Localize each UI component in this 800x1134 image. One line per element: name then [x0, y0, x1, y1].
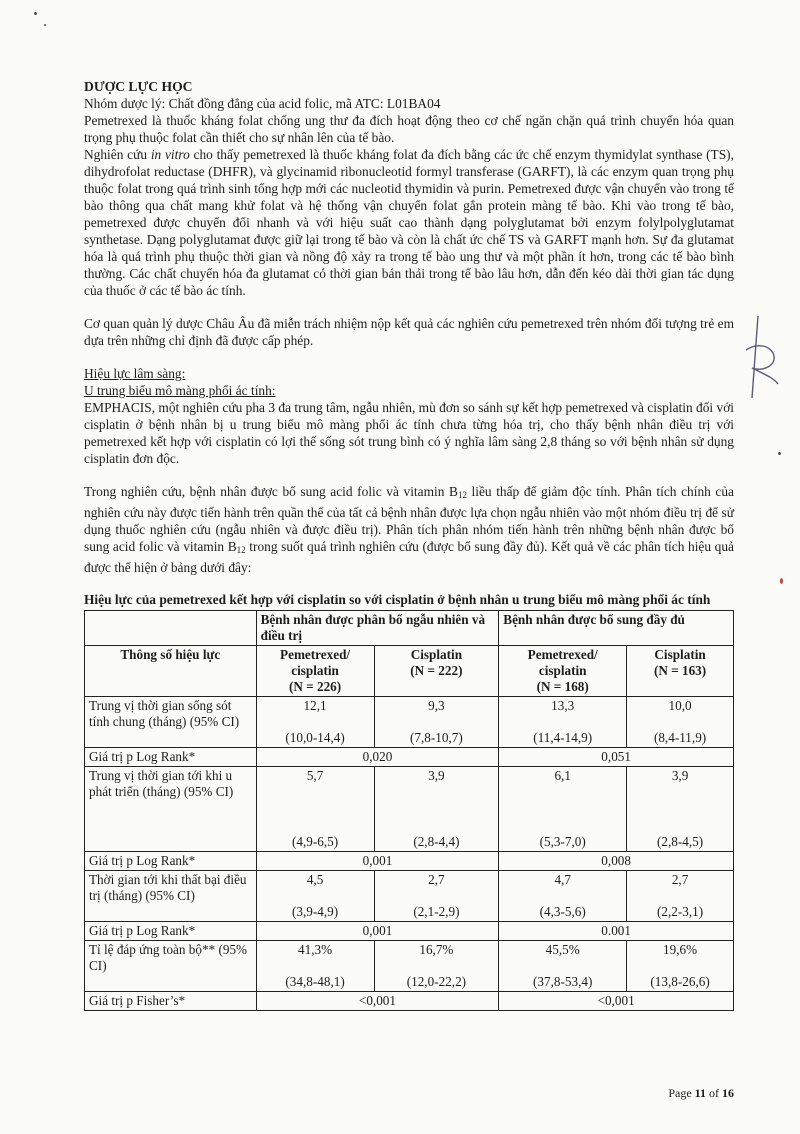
- page-number-total: 16: [722, 1086, 734, 1100]
- ci-value: (5,3-7,0): [539, 834, 586, 849]
- column-name: Pemetrexed/ cisplatin: [527, 647, 598, 678]
- table-title: Hiệu lực của pemetrexed kết hợp với cisplatin so với cisplatin ở bệnh nhân u trung biểu mô màng phổi ác tính: [84, 592, 711, 607]
- paragraph-emphacis: EMPHACIS, một nghiên cứu pha 3 đa trung tâm, ngẫu nhiên, mù đơn so sánh sự kết hợp pemetrexed và cisplatin đối với cisplatin ở bệnh nhân bị u trung biểu mô màng phổi ác tính chưa từng hóa trị, cho thấy bệnh nhân điều trị với pemetrexed kết hợp với cisplatin có lợi thế sống sót trung bình có ý nghĩa lâm sàng 2,8 tháng so với bệnh nhân sử dụng cisplatin đơn độc.: [84, 400, 734, 466]
- value: 6,1: [554, 768, 571, 783]
- row-label: Tỉ lệ đáp ứng toàn bộ** (95% CI): [85, 941, 257, 992]
- column-header: [256, 646, 374, 697]
- ci-value: (2,2-3,1): [656, 904, 704, 919]
- table-header-empty: [85, 611, 257, 646]
- column-header: [627, 646, 734, 697]
- p-value-row: [85, 992, 734, 1011]
- ci-value: (11,4-14,9): [533, 730, 593, 745]
- value-cell: [499, 767, 627, 852]
- p-value: <0,001: [499, 992, 734, 1011]
- column-header: [374, 646, 499, 697]
- column-name: Cisplatin: [410, 647, 463, 662]
- value: 3,9: [671, 768, 689, 783]
- value-cell: [627, 697, 734, 748]
- handwritten-initial-signature: [738, 312, 788, 402]
- text-run: trong suốt quá trình nghiên cứu (được bổ sung đầy đủ). Kết quả về các phân tích hiệu quả được thể hiện ở bảng dưới đây:: [84, 539, 735, 575]
- ci-value: (10,0-14,4): [285, 730, 345, 745]
- p-value: 0,020: [256, 748, 499, 767]
- p-value: 0,001: [256, 922, 499, 941]
- page-number-current: 11: [694, 1086, 706, 1100]
- subscript: 12: [457, 490, 467, 500]
- paragraph-in-vitro: [84, 146, 734, 299]
- ci-value: (34,8-48,1): [285, 974, 345, 989]
- p-value: 0,051: [499, 748, 734, 767]
- ci-value: (4,3-5,6): [539, 904, 586, 919]
- value: 19,6%: [663, 942, 698, 957]
- value-cell: [374, 767, 499, 852]
- footer-middle: of: [706, 1086, 722, 1100]
- ci-value: (4,9-6,5): [291, 834, 339, 849]
- scan-speck: [34, 12, 37, 15]
- paragraph-supplementation: [84, 483, 734, 576]
- p-value: 0,008: [499, 852, 734, 871]
- scan-speck: [780, 578, 783, 584]
- column-header: [499, 646, 627, 697]
- table-row: [85, 941, 734, 992]
- value: 4,5: [306, 872, 324, 887]
- p-value-label: Giá trị p Log Rank*: [85, 852, 257, 871]
- value: 2,7: [428, 872, 445, 887]
- value: 5,7: [306, 768, 324, 783]
- table-row: [85, 871, 734, 922]
- value-cell: [256, 697, 374, 748]
- value: 2,7: [671, 872, 689, 887]
- table-row: [85, 767, 734, 852]
- value: 45,5%: [545, 942, 580, 957]
- value-cell: [499, 871, 627, 922]
- p-value-row: [85, 922, 734, 941]
- group-header-fully-supplemented: Bệnh nhân được bổ sung đầy đủ: [499, 611, 734, 646]
- row-label: Trung vị thời gian sống sót tính chung (tháng) (95% CI): [85, 697, 257, 748]
- scan-speck: [44, 24, 46, 26]
- row-label: Trung vị thời gian tới khi u phát triển (tháng) (95% CI): [85, 767, 257, 852]
- ci-value: (2,8-4,4): [413, 834, 460, 849]
- value-cell: [256, 767, 374, 852]
- value-cell: [374, 697, 499, 748]
- value-cell: [499, 941, 627, 992]
- column-n: (N = 222): [410, 663, 463, 678]
- p-value: 0.001: [499, 922, 734, 941]
- p-value-row: [85, 852, 734, 871]
- p-value-row: [85, 748, 734, 767]
- footer-prefix: Page: [668, 1086, 695, 1100]
- value-cell: [374, 871, 499, 922]
- table-header-row: [85, 646, 734, 697]
- ci-value: (7,8-10,7): [410, 730, 463, 745]
- paragraph-mechanism: Pemetrexed là thuốc kháng folat chống ung thư đa đích hoạt động theo cơ chế ngăn chặn quá trình chuyển hóa quan trọng phụ thuộc folat cần thiết cho sự nhân lên của tế bào.: [84, 113, 734, 145]
- subheading-mesothelioma: U trung biểu mô màng phổi ác tính:: [84, 383, 276, 398]
- page-footer: [668, 1086, 734, 1101]
- column-name: Cisplatin: [654, 647, 706, 662]
- subheading-clinical-efficacy: Hiệu lực lâm sàng:: [84, 366, 186, 381]
- column-n: (N = 226): [288, 679, 342, 694]
- ci-value: (3,9-4,9): [291, 904, 339, 919]
- efficacy-table: [84, 610, 734, 1011]
- ci-value: (2,8-4,5): [656, 834, 704, 849]
- ci-value: (13,8-26,6): [650, 974, 710, 989]
- text-run: Trong nghiên cứu, bệnh nhân được bổ sung acid folic và vitamin B: [84, 484, 458, 499]
- p-value: 0,001: [256, 852, 499, 871]
- document-page: [84, 78, 734, 1011]
- value-cell: [499, 697, 627, 748]
- scan-speck: [778, 452, 781, 455]
- value: 3,9: [428, 768, 445, 783]
- text-run: Nghiên cứu: [84, 147, 151, 162]
- value-cell: [256, 871, 374, 922]
- italic-text-run: in vitro: [150, 147, 190, 162]
- column-name: Pemetrexed/ cisplatin: [280, 647, 351, 678]
- value-cell: [627, 941, 734, 992]
- table-header-row: [85, 611, 734, 646]
- value-cell: [256, 941, 374, 992]
- drug-group-line: Nhóm dược lý: Chất đồng đẳng của acid folic, mã ATC: L01BA04: [84, 96, 441, 111]
- ci-value: (12,0-22,2): [406, 974, 467, 989]
- p-value-label: Giá trị p Log Rank*: [85, 922, 257, 941]
- value: 10,0: [668, 698, 692, 713]
- p-value: <0,001: [256, 992, 499, 1011]
- ci-value: (8,4-11,9): [653, 730, 707, 745]
- ci-value: (2,1-2,9): [413, 904, 460, 919]
- column-n: (N = 163): [653, 663, 707, 678]
- text-run: liều thấp để giảm độc tính. Phân tích chính của nghiên cứu này được tiến hành trên quần thể của tất cả bệnh nhân được lựa chọn ngẫu nhiên vào một nhóm điều trị để sử dụng thuốc nghiên cứu (ngẫu nhiên và được điều trị). Phân tích phân nhóm tiến hành trên những bệnh nhân được bổ sung acid folic và vitamin B: [84, 484, 734, 554]
- column-n: (N = 168): [536, 679, 589, 694]
- group-header-randomized: Bệnh nhân được phân bổ ngẫu nhiên và điều trị: [256, 611, 499, 646]
- value: 12,1: [303, 698, 327, 713]
- value: 9,3: [428, 698, 445, 713]
- text-run: cho thấy pemetrexed là thuốc kháng folat đa đích bằng các ức chế enzym thymidylat synthase (TS), dihydrofolat reductase (DHFR), và glycinamid ribonucleotid formyl transferase (GARFT), là các enzym quan trọng phụ thuộc folat trong quá trình sinh tổng hợp mới các nucleotid thymidin và purin. Pemetrexed được vận chuyển vào trong tế bào thông qua chất mang khử folat và hệ thống vận chuyển folat gắn protein màng tế bào. Khi vào trong tế bào, pemetrexed được chuyển đổi nhanh và với hiệu suất cao thành dạng polyglutamat bởi enzym folylpolyglutamat synthetase. Dạng polyglutamat được giữ lại trong tế bào và còn là chất ức chế TS và GARFT mạnh hơn. Sự đa glutamat hóa là quá trình phụ thuộc thời gian và nồng độ xảy ra trong tế bào ung thư và một phần ít hơn, trong các tế bào bình thường. Các chất chuyển hóa đa glutamat có thời gian bán thải trong tế bào lâu hơn, dẫn đến kéo dài thời gian tác dụng của thuốc ở các tế bào ác tính.: [84, 147, 734, 298]
- table-row: [85, 697, 734, 748]
- param-column-header: Thông số hiệu lực: [85, 646, 257, 697]
- ci-value: (37,8-53,4): [533, 974, 593, 989]
- value: 4,7: [554, 872, 571, 887]
- section-heading: DƯỢC LỰC HỌC: [84, 79, 193, 94]
- paragraph-ema-waiver: Cơ quan quản lý dược Châu Âu đã miễn trách nhiệm nộp kết quả các nghiên cứu pemetrexed trên nhóm đối tượng trẻ em dựa trên những chỉ định đã được cấp phép.: [84, 316, 734, 348]
- value: 16,7%: [419, 942, 454, 957]
- value-cell: [627, 767, 734, 852]
- subscript: 12: [236, 545, 246, 555]
- value: 13,3: [551, 698, 575, 713]
- p-value-label: Giá trị p Fisher’s*: [85, 992, 257, 1011]
- value: 41,3%: [298, 942, 333, 957]
- value-cell: [627, 871, 734, 922]
- row-label: Thời gian tới khi thất bại điều trị (tháng) (95% CI): [85, 871, 257, 922]
- p-value-label: Giá trị p Log Rank*: [85, 748, 257, 767]
- value-cell: [374, 941, 499, 992]
